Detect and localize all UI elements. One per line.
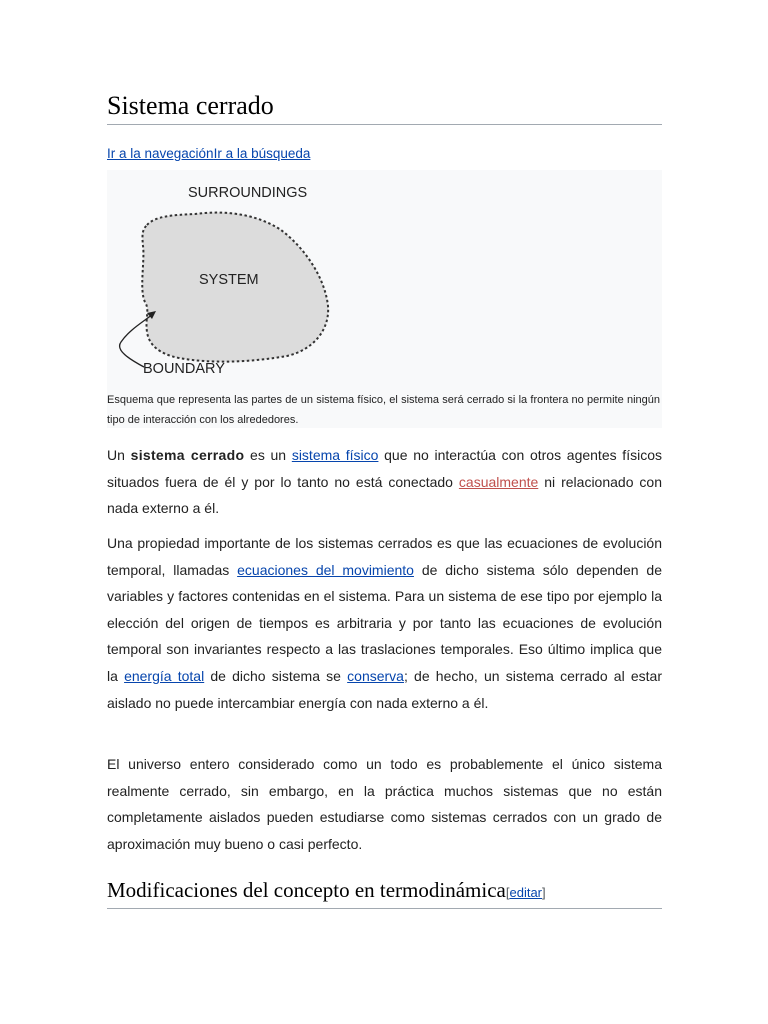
bold-term: sistema cerrado	[130, 447, 245, 463]
jump-links	[107, 145, 310, 163]
text-run: ni relacionado con nada externo a él.	[107, 473, 663, 517]
section-heading	[107, 876, 662, 909]
jump-to-search-link[interactable]: Ir a la búsqueda	[213, 146, 311, 161]
text-run: de dicho sistema se	[204, 667, 348, 684]
text-run: es un	[244, 447, 292, 463]
text-run: ; de hecho, un sistema cerrado al estar aislado no puede intercambiar energía con nada externo a él.	[107, 667, 662, 711]
paragraph-property	[107, 530, 662, 716]
boundary-label: BOUNDARY	[143, 361, 225, 377]
link-sistema-fisico[interactable]: sistema físico	[291, 447, 379, 463]
surroundings-label: SURROUNDINGS	[188, 185, 308, 201]
paragraph-universe: El universo entero considerado como un todo es probablemente el único sistema realmente cerrado, sin embargo, en la práctica muchos sistemas que no están completamente aislados pueden estudiarse como sistemas cerrados con un grado de aproximación muy bueno o casi perfecto.	[107, 756, 662, 852]
edit-section-link[interactable]: editar	[509, 885, 543, 900]
text-run: que no interactúa con otros agentes físicos situados fuera de él y por lo tanto no está conectado	[107, 447, 662, 490]
system-diagram	[107, 170, 662, 390]
figure	[107, 170, 662, 428]
figure-caption: Esquema que representa las partes de un sistema físico, el sistema será cerrado si la frontera no permite ningún tipo de interacción con los alrededores.	[107, 394, 660, 426]
edit-bracket-open: [	[505, 885, 510, 900]
page-title: Sistema cerrado	[107, 90, 662, 125]
text-run: de dicho sistema sólo dependen de variables y factores contenidas en el sistema. Para un sistema de ese tipo por ejemplo la elección del origen de tiempos es arbitraria y por tanto las ecuaciones de evolución temporal son invariantes respecto a las traslaciones temporales. Eso último implica que la	[107, 561, 662, 684]
text-run: Un	[107, 447, 131, 463]
edit-section	[506, 885, 546, 900]
jump-to-navigation-link[interactable]: Ir a la navegación	[107, 146, 214, 161]
link-casualmente[interactable]: casualmente	[458, 473, 539, 490]
paragraph-intro	[107, 442, 662, 522]
text-run: Una propiedad importante de los sistemas cerrados es que las ecuaciones de evolución temporal, llamadas	[107, 535, 662, 578]
edit-bracket-close: ]	[542, 885, 546, 900]
link-energia-total[interactable]: energía total	[124, 667, 205, 684]
section-heading-text: Modificaciones del concepto en termodinámica	[107, 878, 506, 902]
link-conserva[interactable]: conserva	[347, 667, 404, 684]
system-label: SYSTEM	[199, 272, 259, 288]
link-ecuaciones-movimiento[interactable]: ecuaciones del movimiento	[237, 561, 414, 578]
